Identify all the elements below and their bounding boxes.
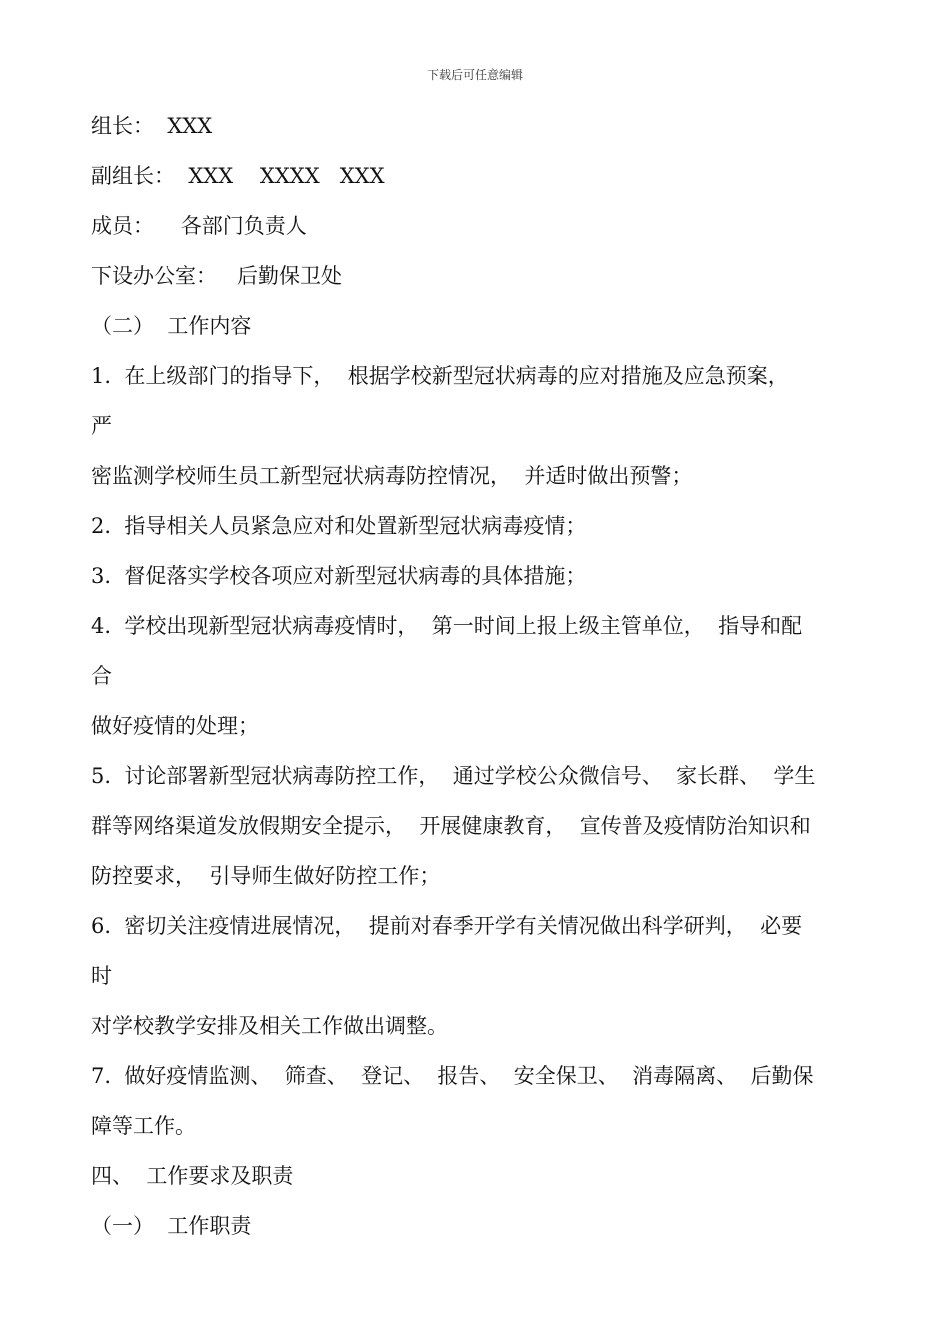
text-line: 组长： XXX	[91, 114, 213, 138]
text-line: 密监测学校师生员工新型冠状病毒防控情况， 并适时做出预警；	[91, 464, 693, 488]
text-line: 防控要求， 引导师生做好防控工作；	[91, 864, 441, 888]
text-line: 2. 指导相关人员紧急应对和处置新型冠状病毒疫情；	[91, 514, 587, 538]
text-line: 6. 密切关注疫情进展情况， 提前对春季开学有关情况做出科学研判， 必要	[91, 914, 803, 938]
text-line: 障等工作。	[91, 1114, 196, 1138]
text-line: 成员： 各部门负责人	[91, 214, 307, 238]
text-line: 严	[91, 414, 112, 438]
text-line: 副组长： XXX XXXX XXX	[91, 164, 385, 188]
text-line: 群等网络渠道发放假期安全提示， 开展健康教育， 宣传普及疫情防治知识和	[91, 814, 811, 838]
text-line: 时	[91, 964, 112, 988]
text-line: 7. 做好疫情监测、 筛查、 登记、 报告、 安全保卫、 消毒隔离、 后勤保	[91, 1064, 814, 1088]
text-line: 4. 学校出现新型冠状病毒疫情时， 第一时间上报上级主管单位， 指导和配	[91, 614, 803, 638]
section-heading: 四、 工作要求及职责	[91, 1164, 294, 1188]
text-line: 5. 讨论部署新型冠状病毒防控工作， 通过学校公众微信号、 家长群、 学生	[91, 764, 816, 788]
page-header: 下载后可任意编辑	[426, 68, 523, 82]
section-heading: （一） 工作职责	[91, 1214, 252, 1238]
section-heading: （二） 工作内容	[91, 314, 252, 338]
text-line: 1. 在上级部门的指导下， 根据学校新型冠状病毒的应对措施及应急预案，	[91, 364, 789, 388]
text-line: 对学校教学安排及相关工作做出调整。	[91, 1014, 448, 1038]
text-line: 3. 督促落实学校各项应对新型冠状病毒的具体措施；	[91, 564, 587, 588]
text-line: 做好疫情的处理；	[91, 714, 259, 738]
text-line: 下设办公室： 后勤保卫处	[91, 264, 343, 288]
text-line: 合	[91, 664, 112, 688]
